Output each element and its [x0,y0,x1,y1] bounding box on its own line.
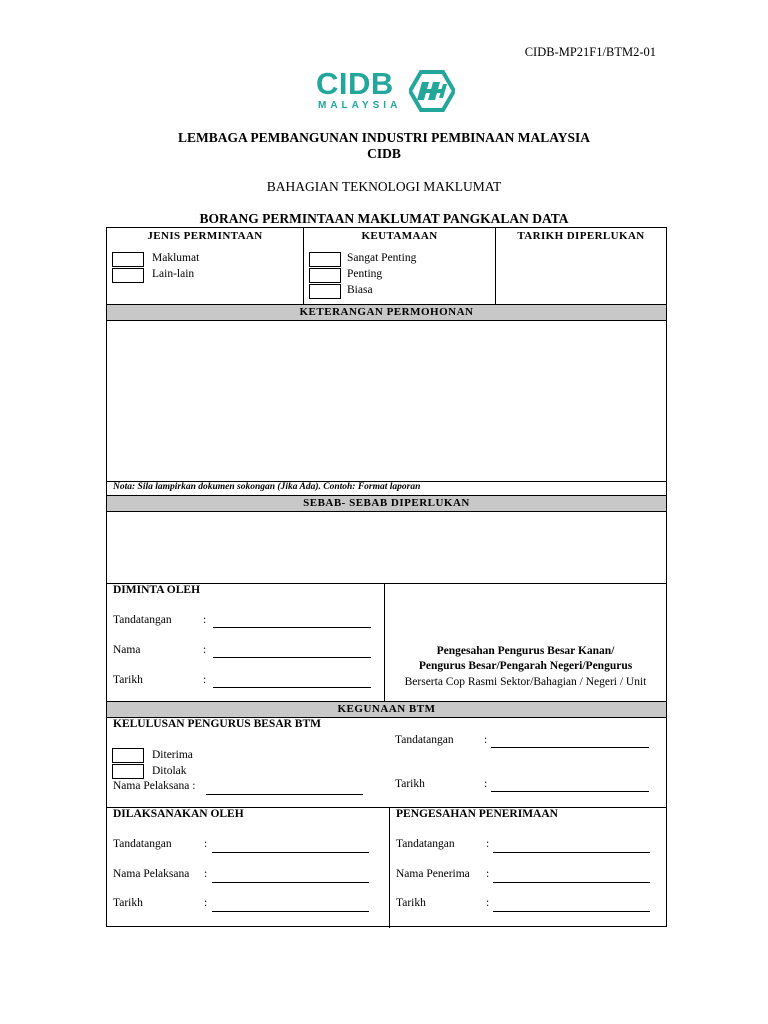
keterangan-area[interactable] [107,321,666,481]
request-form [106,227,667,927]
checkbox-diterima[interactable] [112,748,144,763]
colon: : [486,868,490,880]
diminta-tandatangan-line[interactable] [213,627,371,628]
colon: : [484,734,488,746]
penerimaan-label-tarikh: Tarikh [396,897,426,909]
dilaksanakan-label-tandatangan: Tandatangan [113,838,172,850]
penerimaan-label-nama-penerima: Nama Penerima [396,868,470,880]
kelulusan-tandatangan-line[interactable] [491,747,649,748]
keterangan-note: Nota: Sila lampirkan dokumen sokongan (Jika Ada). Contoh: Format laporan [113,482,421,492]
penerimaan-label-tandatangan: Tandatangan [396,838,455,850]
sebab-diperlukan-header: SEBAB- SEBAB DIPERLUKAN [107,495,666,512]
colon: : [204,838,208,850]
checkbox-penting[interactable] [309,268,341,283]
sebab-area[interactable] [107,512,666,583]
diminta-tarikh-line[interactable] [213,687,371,688]
diminta-label-nama: Nama [113,644,141,656]
approval-stamp-note: Berserta Cop Rasmi Sektor/Bahagian / Negeri / Unit [404,676,647,688]
colon: : [203,674,207,686]
dilaksanakan-tandatangan-line[interactable] [212,852,369,853]
cidb-logo [316,68,456,116]
dilaksanakan-oleh-title: DILAKSANAKAN OLEH [113,808,244,820]
colon: : [484,778,488,790]
option-ditolak: Ditolak [152,765,187,777]
checkbox-ditolak[interactable] [112,764,144,779]
colon: : [486,897,490,909]
form-title: BORANG PERMINTAAN MAKLUMAT PANGKALAN DATA [199,211,569,226]
kelulusan-tandatangan-label: Tandatangan [395,734,454,746]
kelulusan-title: KELULUSAN PENGURUS BESAR BTM [113,718,321,730]
colon: : [204,897,208,909]
checkbox-biasa[interactable] [309,284,341,299]
penerimaan-tandatangan-line[interactable] [493,852,650,853]
penerimaan-tarikh-line[interactable] [493,911,650,912]
dilaksanakan-label-tarikh: Tarikh [113,897,143,909]
colon: : [203,614,207,626]
logo-wordmark: CIDB [316,66,394,101]
diminta-label-tarikh: Tarikh [113,674,143,686]
organization-acronym: CIDB [367,146,401,161]
organization-name: LEMBAGA PEMBANGUNAN INDUSTRI PEMBINAAN MALAYSIA [177,130,591,145]
kelulusan-nama-pelaksana-label: Nama Pelaksana : [113,780,196,792]
kegunaan-btm-header: KEGUNAAN BTM [107,701,666,718]
approval-title-line1: Pengesahan Pengurus Besar Kanan/ [436,645,615,657]
option-maklumat: Maklumat [152,252,200,264]
diminta-nama-line[interactable] [213,657,371,658]
checkbox-sangat-penting[interactable] [309,252,341,267]
dilaksanakan-tarikh-line[interactable] [212,911,369,912]
pengesahan-penerimaan-title: PENGESAHAN PENERIMAAN [396,808,558,820]
logo-subtitle: MALAYSIA [318,100,402,111]
keutamaan-header: KEUTAMAAN [361,230,438,242]
option-penting: Penting [347,268,383,280]
logo-hexagon-icon [409,70,455,112]
option-sangat-penting: Sangat Penting [347,252,417,264]
checkbox-maklumat[interactable] [112,252,144,267]
diminta-oleh-title: DIMINTA OLEH [113,584,201,596]
division-name: BAHAGIAN TEKNOLOGI MAKLUMAT [266,179,502,194]
approval-title-line2: Pengurus Besar/Pengarah Negeri/Pengurus [418,660,633,672]
diminta-label-tandatangan: Tandatangan [113,614,172,626]
colon: : [203,644,207,656]
tarikh-diperlukan-header: TARIKH DIPERLUKAN [517,230,645,242]
option-diterima: Diterima [152,749,193,761]
kelulusan-tarikh-line[interactable] [491,791,649,792]
dilaksanakan-nama-line[interactable] [212,882,369,883]
kelulusan-tarikh-label: Tarikh [395,778,425,790]
penerimaan-nama-line[interactable] [493,882,650,883]
jenis-permintaan-header: JENIS PERMINTAAN [147,230,263,242]
keterangan-permohonan-header: KETERANGAN PERMOHONAN [107,304,666,321]
dilaksanakan-label-nama-pelaksana: Nama Pelaksana [113,868,190,880]
option-lain-lain: Lain-lain [152,268,195,280]
document-reference: CIDB-MP21F1/BTM2-01 [524,45,656,59]
colon: : [204,868,208,880]
checkbox-lain-lain[interactable] [112,268,144,283]
option-biasa: Biasa [347,284,373,296]
kelulusan-nama-pelaksana-line[interactable] [206,794,363,795]
colon: : [486,838,490,850]
